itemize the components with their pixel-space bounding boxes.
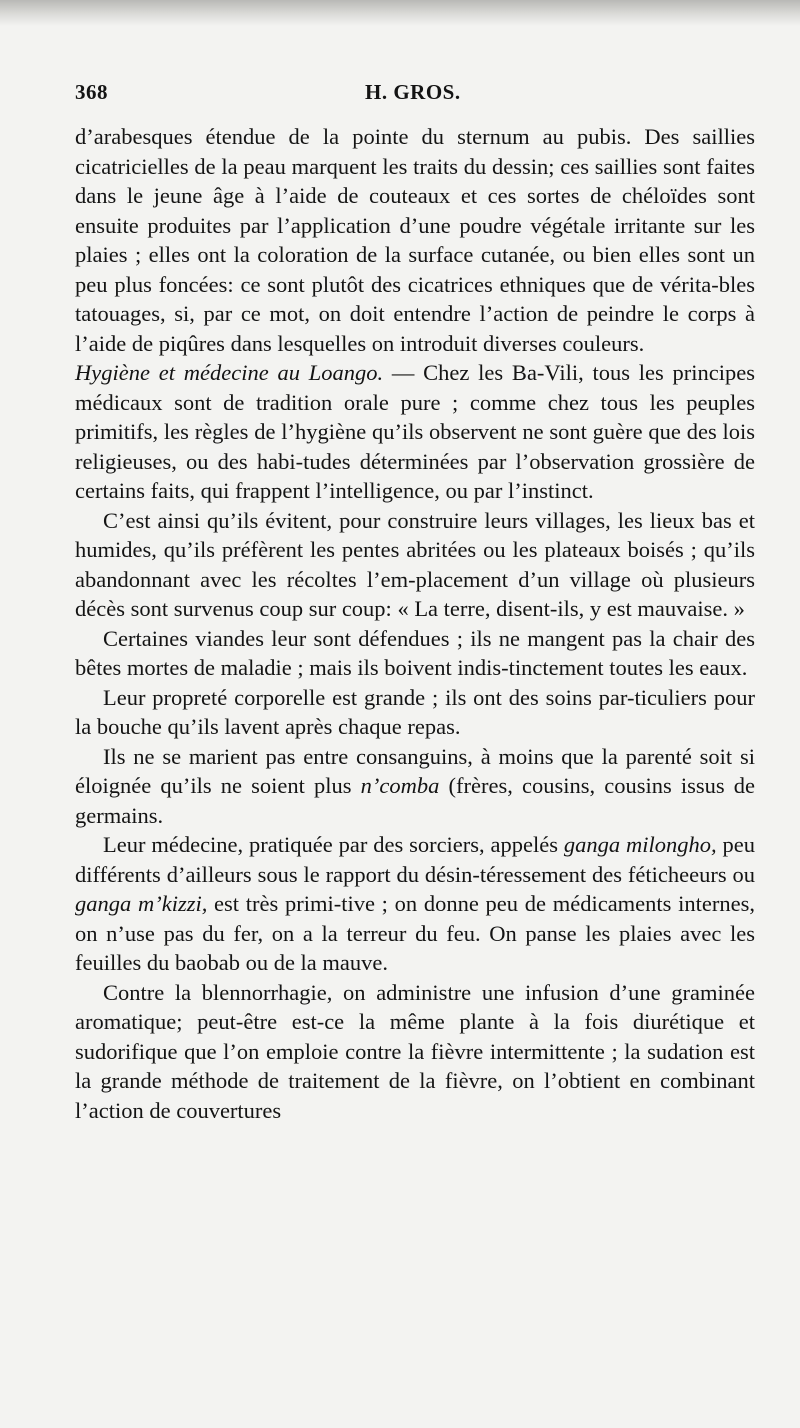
paragraph-marriage: [75, 742, 755, 831]
paragraph-text: Leur propreté corporelle est grande ; ils ont des soins par-ticuliers pour la bouche qu’ils lavent après chaque repas.: [75, 684, 755, 739]
body-text: [75, 122, 755, 1125]
paragraph-text: peu différents d’ailleurs sous le rapport du désin-téressement des féticheeurs ou: [75, 832, 755, 887]
page-top-edge: [0, 0, 800, 26]
paragraph-text: Leur médecine, pratiquée par des sorciers, appelés: [103, 832, 564, 857]
paragraph-remedies: [75, 978, 755, 1126]
italic-term: n’comba: [360, 773, 440, 798]
paragraph-cleanliness: [75, 683, 755, 742]
paragraph-villages: [75, 506, 755, 624]
paragraph-text: — Chez les Ba-Vili, tous les principes médicaux sont de tradition orale pure ; comme chez tous les peuples primitifs, les règles de l’hygiène qu’ils observent ne sont guère que des lois religieuses, ou des habi-tudes déterminées par l’observation grossière de certains faits, qui frappent l’intelligence, ou par l’instinct.: [75, 360, 755, 503]
paragraph-text: (frères, cousins, cousins issus de germains.: [75, 773, 755, 828]
running-head: H. GROS.: [365, 80, 461, 104]
italic-term: ganga milongho,: [563, 832, 717, 857]
paragraph-text: est très primi-tive ; on donne peu de médicaments internes, on n’use pas du fer, on a la terreur du feu. On panse les plaies avec les feuilles du baobab ou de la mauve.: [75, 891, 755, 975]
page-header: [75, 80, 755, 110]
italic-term: ganga m’kizzi,: [75, 891, 208, 916]
paragraph-text: Contre la blennorrhagie, on administre une infusion d’une graminée aromatique; peut-être est-ce la même plante à la fois diurétique et sudorifique que l’on emploie contre la fièvre intermittente ; la sudation est la grande méthode de traitement de la fièvre, on l’obtient en combinant l’action de couvertures: [75, 979, 755, 1123]
section-rubric: Hygiène et médecine au Loango.: [75, 360, 384, 385]
paragraph-hygiene-heading: [75, 358, 755, 506]
paragraph-meats: [75, 624, 755, 683]
paragraph-text: Certaines viandes leur sont défendues ; ils ne mangent pas la chair des bêtes mortes de maladie ; mais ils boivent indis-tinctement toutes les eaux.: [75, 625, 755, 680]
paragraph-tattoos: [75, 122, 755, 358]
paragraph-text: C’est ainsi qu’ils évitent, pour construire leurs villages, les lieux bas et humides, qu’ils préfèrent les pentes abritées ou les plateaux boisés ; qu’ils abandonnant avec les récoltes l’em-placement d’un village où plusieurs décès sont survenus coup sur coup: « La terre, disent-ils, y est mauvaise. »: [75, 507, 755, 621]
paragraph-medicine: [75, 830, 755, 978]
paragraph-text: d’arabesques étendue de la pointe du sternum au pubis. Des saillies cicatricielles de la peau marquent les traits du dessin; ces saillies sont faites dans le jeune âge à l’aide de couteaux et ces sortes de chéloïdes sont ensuite produites par l’application d’une poudre végétale irritante sur les plaies ; elles ont la coloration de la surface cutanée, ou bien elles sont un peu plus foncées: ce sont plutôt des cicatrices ethniques que de vérita-bles tatouages, si, par ce mot, on doit entendre l’action de peindre le corps à l’aide de piqûres dans lesquelles on introduit diverses couleurs.: [75, 124, 755, 356]
page-number: 368: [75, 80, 108, 104]
paragraph-text: Ils ne se marient pas entre consanguins, à moins que la parenté soit si éloignée qu’ils ne soient plus: [75, 743, 755, 798]
